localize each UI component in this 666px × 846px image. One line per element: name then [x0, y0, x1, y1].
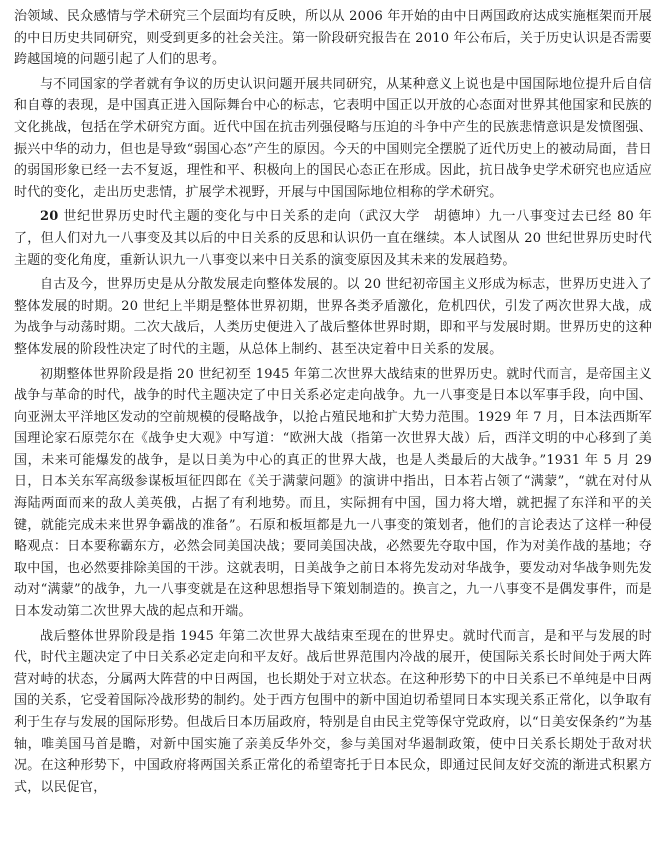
paragraph-3	[14, 206, 652, 271]
paragraph-4-text: 自古及今，世界历史是从分散发展走向整体发展的。以 20 世纪初帝国主义形成为标志，世界历史进入了整体发展的时期。20 世纪上半期是整体世界初期，世界各类矛盾激化，危机四伏，引发了两次世界大战，成为战争与动荡时期。二次大战后，人类历史便进入了战后整体世界时期，即和平与发展时期。世界历史的这种整体发展的阶段性决定了时代的主题，从总体上制约、甚至决定着中日关系的发展。	[14, 277, 652, 357]
document-page	[14, 6, 652, 801]
paragraph-5-text: 初期整体世界阶段是指 20 世纪初至 1945 年第二次世界大战结束的世界历史。就时代而言，是帝国主义战争与革命的时代，战争的时代主题决定了中日关系必定走向战争。九一八事变是日本以军事手段，向中国、向亚洲太平洋地区发动的空前规模的侵略战争，以抢占殖民地和扩大势力范围。1929 年 7 月，日本法西斯军国理论家石原莞尔在《战争史大观》中写道：“欧洲大战（指第一次世界大战）后，西洋文明的中心移到了美国，未来可能爆发的战争，是以日美为中心的真正的世界大战，也是人类最后的大战争。”1931 年 5 月 29 日，日本关东军高级参谋板垣征四郎在《关于满蒙问题》的演讲中指出，日本若占领了“满蒙”，“就在对付从海陆两面而来的敌人美英俄，占据了有利地势。而且，实际拥有中国，国力将大增，就把握了东洋和平的关键，就能完成未来世界争霸战的准备”。石原和板垣都是九一八事变的策划者，他们的言论表达了这样一种侵略观点：日本要称霸东方，必然会同美国决战；要同美国决战，必然要先夺取中国，作为对美作战的基地；夺取中国，也必然要排除美国的干涉。这就表明，日美战争之前日本将先发动对华战争，要发动对华战争则先发动对“满蒙”的战争，九一八事变就是在这种思想指导下策划制造的。换言之，九一八事变不是偶发事件，而是日本发动第二次世界大战的起点和开端。	[14, 366, 652, 620]
paragraph-6-text: 战后整体世界阶段是指 1945 年第二次世界大战结束至现在的世界史。就时代而言，是和平与发展的时代，时代主题决定了中日关系必定走向和平友好。战后世界范围内冷战的展开，使国际关系长时间处于两大阵营对峙的状态，分属两大阵营的中日两国，也长期处于对立状态。在这种形势下的中日关系已不单纯是中日两国的关系，它受着国际冷战形势的制约。处于西方包围中的新中国迫切希望同日本实现关系正常化，以争取有利于生存与发展的国际形势。但战后日本历届政府，特别是自由民主党等保守党政府，以“日美安保条约”为基轴，唯美国马首是瞻，对新中国实施了亲美反华外交，参与美国对华遏制政策，使中日关系长期处于敌对状况。在这种形势下，中国政府将两国关系正常化的希望寄托于日本民众，即通过民间友好交流的渐进式积累方式，以民促官，	[14, 628, 652, 795]
paragraph-1	[14, 6, 652, 71]
paragraph-2	[14, 74, 652, 204]
paragraph-4	[14, 274, 652, 360]
paragraph-2-text: 与不同国家的学者就有争议的历史认识问题开展共同研究，从某种意义上说也是中国国际地位提升后自信和自尊的表现，是中国真正进入国际舞台中心的标志，它表明中国正以开放的心态面对世界其他国家和民族的文化挑战，包括在学术研究方面。近代中国在抗击列强侵略与压迫的斗争中产生的民族悲情意识是发愤图强、振兴中华的动力，但也是导致“弱国心态”产生的原因。今天的中国则完全摆脱了近代历史上的被动局面，昔日的弱国形象已经一去不复返，理性和平、积极向上的国民心态正在形成。因此，抗日战争史学术研究也应适应时代的变化，走出历史悲情，扩展学术视野，开展与中国国际地位相称的学术研究。	[14, 76, 652, 200]
paragraph-1-text: 治领域、民众感情与学术研究三个层面均有反映，所以从 2006 年开始的由中日两国政府达成实施框架而开展的中日历史共同研究，则受到更多的社会关注。第一阶段研究报告在 2010 年公布后，关于历史认识是否需要跨越国境的问题引起了人们的思考。	[14, 9, 652, 68]
paragraph-6	[14, 626, 652, 799]
paragraph-3-lead: 20	[40, 209, 59, 225]
paragraph-3-text: 世纪世界历史时代主题的变化与中日关系的走向（武汉大学 胡德坤）九一八事变过去已经 80 年了，但人们对九一八事变及其以后的中日关系的反思和认识仍一直在继续。本人试图从 20 世纪世界历史时代主题的变化角度，重新认识九一八事变以来中日关系的演变原因及其未来的发展趋势。	[14, 209, 652, 268]
paragraph-5	[14, 364, 652, 623]
